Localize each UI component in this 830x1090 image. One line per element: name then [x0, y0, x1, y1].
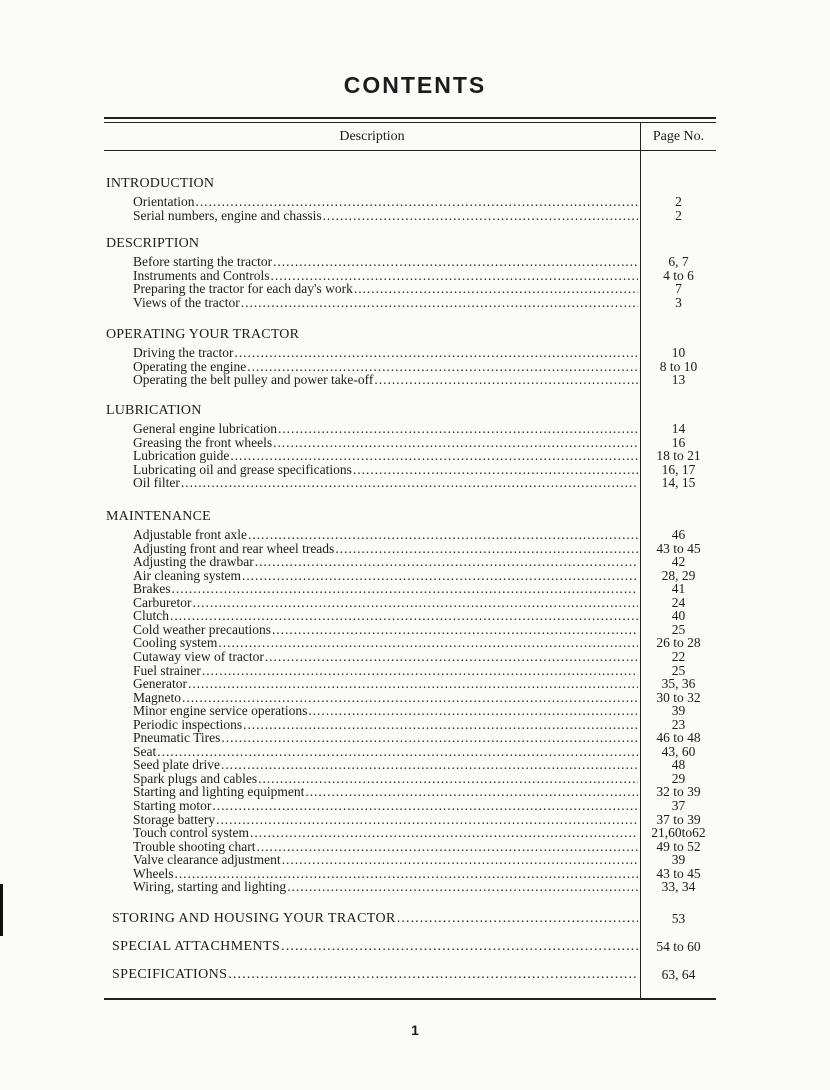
dot-leader [265, 650, 638, 664]
column-header-page-no: Page No. [652, 129, 705, 144]
toc-entry-page: 43 to 45 [656, 540, 701, 556]
dot-leader [308, 704, 638, 718]
toc-entry-page: 35, 36 [661, 676, 696, 692]
toc-entry-label: Magneto [133, 689, 181, 705]
dot-leader [278, 422, 638, 436]
toc-entry-label: SPECIFICATIONS [112, 967, 228, 982]
dot-leader [218, 636, 638, 650]
toc-entry-page: 2 [675, 194, 682, 209]
toc-entry-page: 18 to 21 [656, 448, 701, 464]
header-divider [104, 150, 716, 151]
toc-entry-label: Touch control system [133, 825, 250, 841]
toc-entry-page: 37 to 39 [656, 811, 701, 827]
toc-entry-label: Driving the tractor [133, 345, 234, 360]
toc-entry [133, 422, 638, 436]
toc-entry-page: 28, 29 [661, 567, 696, 583]
toc-entry-page: 4 to 6 [663, 267, 694, 283]
dot-leader [221, 758, 638, 772]
toc-entry-page: 53 [671, 911, 686, 926]
toc-entry-page: 41 [671, 581, 686, 597]
toc-entry [133, 880, 638, 894]
dot-leader [242, 569, 638, 583]
toc-entry-label: Orientation [133, 194, 195, 209]
toc-entry-label: Clutch [133, 608, 169, 624]
toc-entry-page: 8 to 10 [659, 358, 698, 374]
toc-entry-page: 37 [671, 798, 686, 813]
section-heading: DESCRIPTION [106, 236, 200, 251]
toc-entry [133, 826, 638, 840]
toc-entry [133, 650, 638, 664]
dot-leader [234, 346, 638, 360]
toc-entry-page: 43 to 45 [656, 865, 701, 881]
toc-entry [112, 912, 638, 926]
dot-leader [374, 373, 638, 387]
toc-entry-page: 29 [671, 770, 686, 786]
footer-rule [104, 998, 716, 1000]
toc-entry-page: 39 [671, 852, 686, 868]
dot-leader [258, 772, 638, 786]
dot-leader [230, 449, 638, 463]
section-heading: INTRODUCTION [106, 176, 215, 191]
dot-leader [248, 528, 638, 542]
toc-entry-page: 30 to 32 [656, 689, 701, 705]
dot-leader [172, 582, 639, 596]
toc-entry-page: 25 [671, 662, 686, 678]
dot-leader [287, 880, 638, 894]
toc-entry-page: 16 [671, 434, 686, 450]
toc-entry-label: Seat [133, 743, 157, 759]
dot-leader [335, 542, 638, 556]
toc-entry-page: 63, 64 [661, 967, 696, 982]
toc-entry [112, 940, 638, 954]
toc-entry-page: 10 [671, 345, 686, 360]
toc-entry [133, 528, 638, 542]
dot-leader [243, 718, 638, 732]
toc-entry-label: Serial numbers, engine and chassis [133, 207, 322, 223]
toc-entry [133, 296, 638, 310]
toc-entry-label: Air cleaning system [133, 567, 241, 583]
toc-entry [133, 449, 638, 463]
toc-entry [133, 596, 638, 610]
toc-entry-label: Minor engine service operations [133, 703, 308, 719]
toc-entry-label: Brakes [133, 581, 171, 597]
toc-entry-label: Fuel strainer [133, 662, 201, 678]
toc-entry-label: Storage battery [133, 811, 216, 827]
dot-leader [192, 596, 638, 610]
toc-entry-page: 49 to 52 [656, 838, 701, 854]
toc-entry [133, 664, 638, 678]
dot-leader [353, 463, 638, 477]
toc-entry-label: Starting motor [133, 798, 212, 813]
dot-leader [181, 476, 638, 490]
toc-entry-label: Trouble shooting chart [133, 838, 256, 854]
page-title: CONTENTS [343, 72, 487, 98]
toc-entry-label: General engine lubrication [133, 421, 277, 436]
toc-entry-page: 14, 15 [661, 475, 696, 491]
toc-entry-label: Adjusting the drawbar [133, 554, 254, 570]
toc-entry-label: Lubricating oil and grease specifications [133, 461, 352, 477]
toc-entry-label: Operating the belt pulley and power take-off [133, 372, 374, 388]
dot-leader [212, 799, 638, 813]
toc-entry [133, 373, 638, 387]
toc-entry-label: Generator [133, 676, 187, 692]
toc-entry [133, 853, 638, 867]
toc-entry-label: Cutaway view of tractor [133, 648, 264, 664]
toc-entry-page: 7 [675, 281, 682, 297]
toc-entry-page: 21,60to62 [651, 825, 706, 841]
toc-entry-page: 16, 17 [661, 461, 696, 477]
dot-leader [257, 840, 639, 854]
toc-entry [133, 195, 638, 209]
toc-entry-page: 25 [671, 621, 686, 637]
page-number: 1 [411, 1022, 419, 1038]
dot-leader [272, 623, 638, 637]
toc-entry [133, 677, 638, 691]
toc-entry-page: 3 [675, 294, 682, 310]
toc-entry-page: 39 [671, 703, 686, 719]
section-heading: MAINTENANCE [106, 509, 211, 524]
dot-leader [255, 555, 638, 569]
toc-entry-label: SPECIAL ATTACHMENTS [112, 939, 281, 954]
toc-entry-label: Spark plugs and cables [133, 770, 258, 786]
toc-entry-label: Views of the tractor [133, 294, 240, 310]
toc-entry-page: 43, 60 [661, 743, 696, 759]
dot-leader [241, 296, 638, 310]
toc-entry-page: 42 [671, 554, 686, 570]
dot-leader [273, 436, 638, 450]
toc-entry-label: Pneumatic Tires [133, 730, 221, 746]
toc-entry-page: 26 to 28 [656, 635, 701, 651]
toc-entry-label: Seed plate drive [133, 757, 220, 773]
header-rule [104, 117, 716, 119]
toc-entry-label: Wheels [133, 865, 174, 881]
toc-entry [112, 968, 638, 982]
toc-entry-label: Greasing the front wheels [133, 434, 273, 450]
dot-leader [250, 826, 638, 840]
toc-entry [133, 731, 638, 745]
toc-entry [133, 463, 638, 477]
toc-entry-page: 46 to 48 [656, 730, 701, 746]
toc-entry [133, 555, 638, 569]
toc-entry-label: Lubrication guide [133, 448, 230, 464]
toc-entry-page: 22 [671, 648, 686, 664]
binding-mark [0, 884, 3, 936]
toc-entry-label: Adjustable front axle [133, 527, 247, 542]
toc-entry-page: 24 [671, 594, 686, 610]
dot-leader [216, 813, 638, 827]
toc-entry-label: STORING AND HOUSING YOUR TRACTOR [112, 911, 396, 926]
dot-leader [188, 677, 638, 691]
toc-entry-label: Carburetor [133, 594, 192, 610]
toc-entry-page: 23 [671, 716, 686, 732]
toc-entry-page: 32 to 39 [656, 784, 701, 800]
toc-entry [133, 582, 638, 596]
section-heading: LUBRICATION [106, 403, 202, 418]
toc-entry-label: Starting and lighting equipment [133, 784, 305, 800]
dot-leader [354, 282, 638, 296]
toc-entry [133, 569, 638, 583]
dot-leader [282, 853, 638, 867]
dot-leader [273, 255, 638, 269]
toc-entry [133, 346, 638, 360]
toc-entry-label: Before starting the tractor [133, 254, 273, 269]
toc-entry-page: 33, 34 [661, 879, 696, 895]
toc-entry-page: 40 [671, 608, 686, 624]
dot-leader [221, 731, 638, 745]
dot-leader [202, 664, 638, 678]
toc-entry-label: Cooling system [133, 635, 218, 651]
toc-entry-label: Preparing the tractor for each day's work [133, 281, 353, 297]
dot-leader [157, 745, 638, 759]
toc-entry-label: Valve clearance adjustment [133, 852, 281, 868]
toc-entry [133, 799, 638, 813]
dot-leader [195, 195, 638, 209]
dot-leader [228, 968, 638, 982]
toc-entry-label: Wiring, starting and lighting [133, 879, 287, 895]
dot-leader [397, 912, 638, 926]
toc-entry-page: 48 [671, 757, 686, 773]
toc-entry-page: 54 to 60 [656, 939, 701, 954]
toc-entry-page: 2 [675, 207, 682, 223]
dot-leader [323, 209, 638, 223]
toc-entry-label: Instruments and Controls [133, 267, 270, 283]
toc-entry [133, 209, 638, 223]
toc-entry [133, 255, 638, 269]
toc-entry [133, 282, 638, 296]
toc-entry-label: Adjusting front and rear wheel treads [133, 540, 335, 556]
toc-entry-page: 13 [671, 372, 686, 388]
toc-entry-page: 46 [671, 527, 686, 542]
dot-leader [281, 940, 638, 954]
header-rule [104, 122, 716, 123]
toc-entry-label: Operating the engine [133, 358, 247, 374]
column-header-description: Description [339, 129, 405, 144]
section-heading: OPERATING YOUR TRACTOR [106, 327, 300, 342]
toc-entry-page: 14 [671, 421, 686, 436]
toc-entry-label: Periodic inspections [133, 716, 243, 732]
dot-leader [305, 785, 638, 799]
toc-entry [133, 476, 638, 490]
toc-entry-label: Oil filter [133, 475, 180, 491]
toc-entry-page: 6, 7 [668, 254, 689, 269]
toc-entry-label: Cold weather precautions [133, 621, 271, 637]
